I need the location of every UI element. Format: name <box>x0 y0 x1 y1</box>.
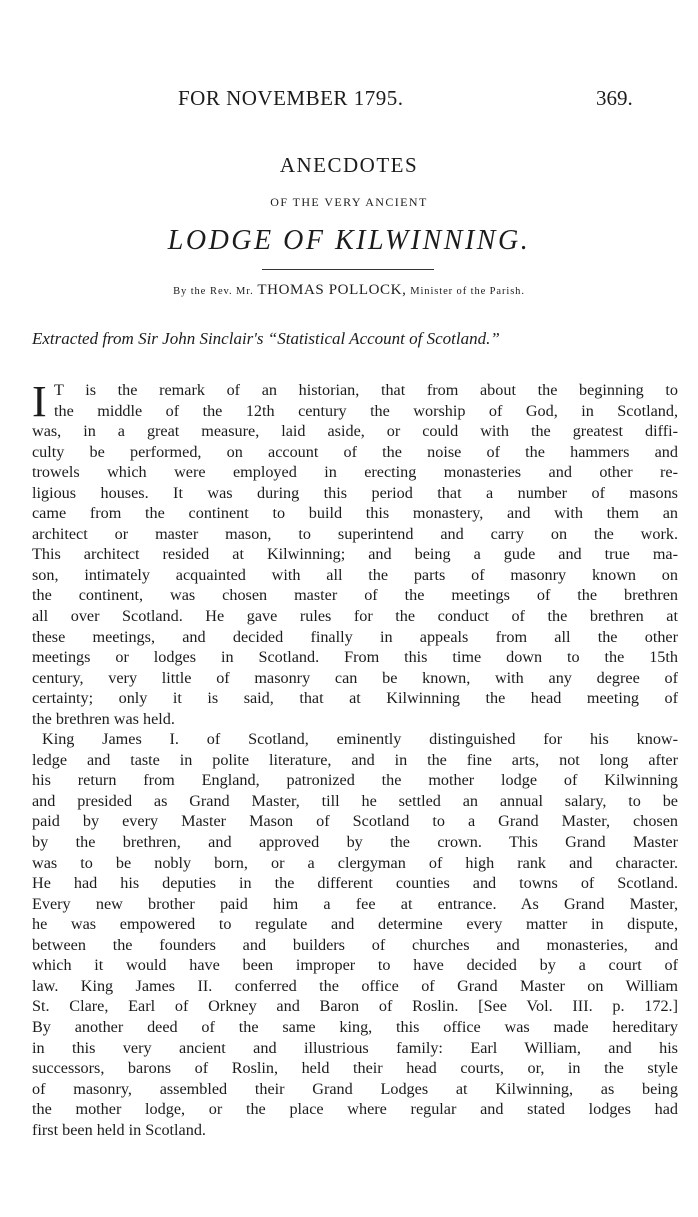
body-line: and presided as Grand Master, till he settled an annual salary, to be <box>32 791 678 810</box>
body-line: paid by every Master Mason of Scotland to a Grand Master, chosen <box>32 812 678 831</box>
source-note: Extracted from Sir John Sinclair's “Statistical Account of Scotland.” <box>32 329 500 348</box>
body-line: law. King James II. conferred the office of Grand Master on William <box>32 976 678 995</box>
body-line: culty be performed, on account of the noise of the hammers and <box>32 442 678 461</box>
body-line: Every new brother paid him a fee at entrance. As Grand Master, <box>32 894 678 913</box>
body-line: he was empowered to regulate and determine every matter in dispute, <box>32 915 678 934</box>
article-title-lodge: LODGE OF KILWINNING. <box>167 225 531 256</box>
body-line: meetings or lodges in Scotland. From this time down to the 15th <box>32 648 678 667</box>
body-line: came from the continent to build this monastery, and with them an <box>32 504 678 523</box>
body-line: the brethren was held. <box>32 709 175 728</box>
byline-rev: Rev. Mr. <box>210 286 254 297</box>
body-line: the middle of the 12th century the worship of God, in Scotland, <box>54 401 678 420</box>
body-line: the continent, was chosen master of the meetings of the brethren <box>32 586 678 605</box>
body-line: of masonry, assembled their Grand Lodges at Kilwinning, as being <box>32 1079 678 1098</box>
body-line: This architect resided at Kilwinning; and being a gude and true ma- <box>32 545 678 564</box>
byline-minister: Minister of the Parish. <box>410 286 525 297</box>
body-line: these meetings, and decided finally in appeals from all the other <box>32 627 678 646</box>
body-line: was to be nobly born, or a clergyman of high rank and character. <box>32 853 678 872</box>
drop-cap: I <box>32 377 47 426</box>
body-line: certainty; only it is said, that at Kilwinning the head meeting of <box>32 689 678 708</box>
body-line: son, intimately acquainted with all the parts of masonry known on <box>32 565 678 584</box>
running-head <box>0 86 698 116</box>
body-line: St. Clare, Earl of Orkney and Baron of Roslin. [See Vol. III. p. 172.] <box>32 997 678 1016</box>
article-title-anecdotes: ANECDOTES <box>279 153 419 177</box>
body-line: by the brethren, and approved by the crown. This Grand Master <box>32 833 678 852</box>
running-title: FOR NOVEMBER 1795. <box>178 86 404 110</box>
body-line: century, very little of masonry can be known, with any degree of <box>32 668 678 687</box>
body-line: architect or master mason, to superintend and carry on the work. <box>32 524 678 543</box>
body-line: in this very ancient and illustrious family: Earl William, and his <box>32 1038 678 1057</box>
body-line: which it would have been improper to have decided by a court of <box>32 956 678 975</box>
page-number: 369. <box>596 86 633 110</box>
body-line: trowels which were employed in erecting monasteries and other re- <box>32 463 678 482</box>
body-line: He had his deputies in the different counties and towns of Scotland. <box>32 874 678 893</box>
byline-by: By the <box>173 286 207 297</box>
body-line: his return from England, patronized the mother lodge of Kilwinning <box>32 771 678 790</box>
body-line: all over Scotland. He gave rules for the conduct of the brethren at <box>32 607 678 626</box>
body-line: between the founders and builders of churches and monasteries, and <box>32 935 678 954</box>
body-line: ligious houses. It was during this period that a number of masons <box>32 483 678 502</box>
title-rule <box>262 269 434 270</box>
body-line: successors, barons of Roslin, held their head courts, or, in the style <box>32 1059 678 1078</box>
body-line: ledge and taste in polite literature, and in the fine arts, not long after <box>32 750 678 769</box>
article-title-subline: OF THE VERY ANCIENT <box>270 195 428 209</box>
body-line: the mother lodge, or the place where regular and stated lodges had <box>32 1100 678 1119</box>
body-line: T is the remark of an historian, that from about the beginning to <box>54 381 678 399</box>
article-body <box>32 377 678 1140</box>
body-line: By another deed of the same king, this office was made hereditary <box>32 1017 678 1036</box>
body-line: was, in a great measure, laid aside, or could with the greatest diffi- <box>32 422 678 441</box>
body-line: first been held in Scotland. <box>32 1120 206 1139</box>
byline-author: THOMAS POLLOCK, <box>257 282 407 298</box>
body-line: King James I. of Scotland, eminently distinguished for his know- <box>42 730 678 749</box>
byline <box>0 282 698 299</box>
